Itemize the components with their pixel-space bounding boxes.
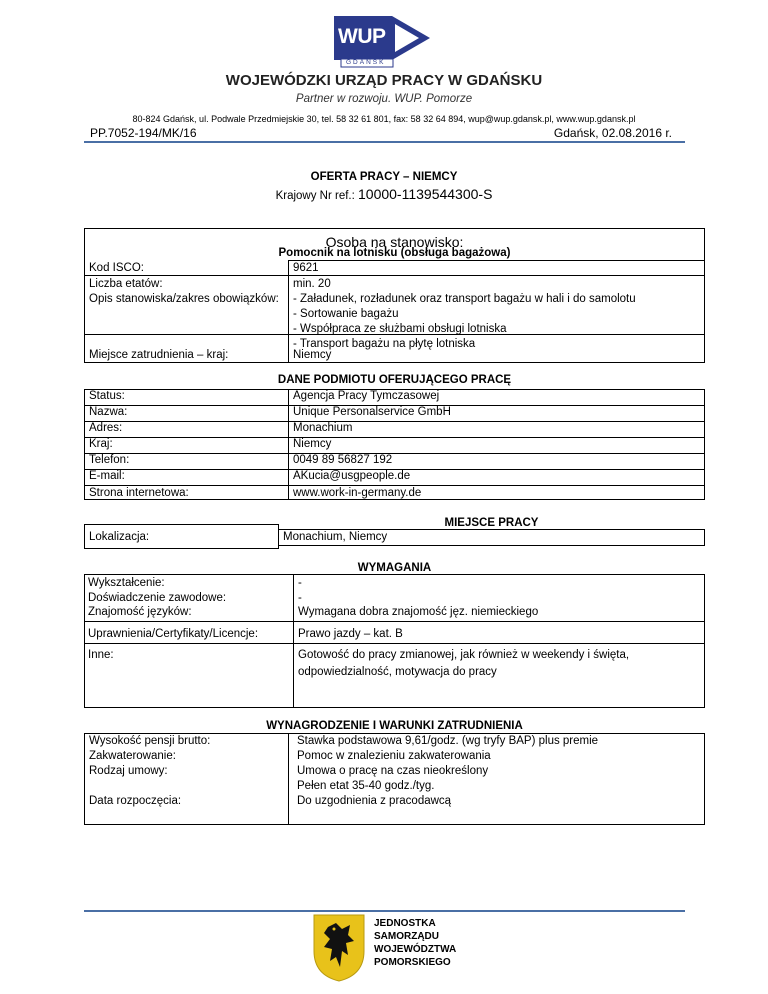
other-line: odpowiedzialność, motywacja do pracy: [298, 666, 497, 678]
wup-logo: [333, 12, 433, 68]
opis-line: - Załadunek, rozładunek oraz transport bagażu w hali i do samolotu: [293, 293, 636, 305]
footer-text-line: WOJEWÓDZTWA: [374, 944, 457, 955]
education-value: -: [298, 577, 302, 589]
opis-label: Opis stanowiska/zakres obowiązków:: [89, 293, 279, 305]
workplace-value: Monachium, Niemcy: [283, 531, 388, 543]
employer-row-value: www.work-in-germany.de: [293, 487, 422, 499]
footer-text-line: SAMORZĄDU: [374, 931, 439, 942]
salary-row-label: Wysokość pensji brutto:: [89, 735, 211, 747]
tagline: Partner w rozwoju. WUP. Pomorze: [295, 93, 473, 105]
position-title: Pomocnik na lotnisku (obsługa bagażowa): [278, 247, 511, 259]
footer-text-line: POMORSKIEGO: [374, 957, 451, 968]
employer-row-label: Strona internetowa:: [89, 487, 189, 499]
workplace-label: Lokalizacja:: [89, 531, 150, 543]
languages-value: Wymagana dobra znajomość jęz. niemieckiego: [298, 606, 539, 618]
employer-row-label: Telefon:: [89, 454, 130, 466]
isco-value: 9621: [293, 262, 319, 274]
salary-row-value: Pełen etat 35-40 godz./tyg.: [297, 780, 435, 792]
employer-row-value: Monachium: [293, 422, 353, 434]
kraj-value: Niemcy: [293, 349, 332, 361]
experience-value: -: [298, 592, 302, 604]
document-date: Gdańsk, 02.08.2016 r.: [553, 126, 672, 140]
footer-text-line: JEDNOSTKA: [374, 918, 436, 929]
etaty-label: Liczba etatów:: [89, 278, 163, 290]
reference-number: PP.7052-194/MK/16: [90, 126, 197, 140]
employer-row-value: Niemcy: [293, 438, 332, 450]
crest-logo: [312, 913, 366, 983]
salary-row-label: Zakwaterowanie:: [89, 750, 176, 762]
offer-ref-value: 10000-1139544300-S: [358, 186, 493, 202]
salary-row-value: Pomoc w znalezieniu zakwaterowania: [297, 750, 491, 762]
offer-ref-label: Krajowy Nr ref.:: [275, 190, 358, 202]
salary-row-value: Umowa o pracę na czas nieokreślony: [297, 765, 489, 777]
salary-heading: WYNAGRODZENIE I WARUNKI ZATRUDNIENIA: [266, 720, 523, 732]
employer-row-value: 0049 89 56827 192: [293, 454, 393, 466]
requirements-heading: WYMAGANIA: [357, 562, 432, 574]
languages-label: Znajomość języków:: [88, 606, 192, 618]
opis-line: - Transport bagażu na płytę lotniska: [293, 338, 476, 350]
header-rule: [84, 141, 685, 143]
employer-heading: DANE PODMIOTU OFERUJĄCEGO PRACĘ: [277, 374, 512, 386]
logo-text: WUP: [338, 25, 386, 48]
offer-title: OFERTA PRACY – NIEMCY: [310, 171, 458, 183]
footer-rule: [84, 910, 685, 912]
position-heading: Osoba na stanowisko:: [325, 234, 464, 250]
employer-row-label: Status:: [89, 390, 125, 402]
etaty-value: min. 20: [293, 278, 331, 290]
griffin-crest-icon: [312, 913, 366, 983]
opis-line: - Sortowanie bagażu: [293, 308, 399, 320]
workplace-heading: MIEJSCE PRACY: [444, 517, 539, 529]
employer-row-label: Nazwa:: [89, 406, 128, 418]
other-line: Gotowość do pracy zmianowej, jak również w weekendy i święta,: [298, 649, 630, 661]
opis-line: - Współpraca ze służbami obsługi lotniska: [293, 323, 507, 335]
employer-row-value: AKucia@usgpeople.de: [293, 470, 411, 482]
offer-ref-line: [0, 186, 768, 204]
employer-row-value: Agencja Pracy Tymczasowej: [293, 390, 440, 402]
licenses-value: Prawo jazdy – kat. B: [298, 628, 403, 640]
salary-row-value: Do uzgodnienia z pracodawcą: [297, 795, 452, 807]
licenses-label: Uprawnienia/Certyfikaty/Licencje:: [88, 628, 259, 640]
salary-row-label: Rodzaj umowy:: [89, 765, 168, 777]
kraj-label: Miejsce zatrudnienia – kraj:: [89, 349, 229, 361]
salary-row-value: Stawka podstawowa 9,61/godz. (wg tryfy BAP) plus premie: [297, 735, 599, 747]
employer-row-label: Kraj:: [89, 438, 113, 450]
salary-row-label: Data rozpoczęcia:: [89, 795, 182, 807]
employer-row-label: E-mail:: [89, 470, 125, 482]
isco-label: Kod ISCO:: [89, 262, 144, 274]
org-name: WOJEWÓDZKI URZĄD PRACY W GDAŃSKU: [225, 72, 543, 89]
employer-row-label: Adres:: [89, 422, 123, 434]
logo-sub: GDAŃSK: [346, 59, 386, 66]
other-label: Inne:: [88, 649, 114, 661]
education-label: Wykształcenie:: [88, 577, 165, 589]
experience-label: Doświadczenie zawodowe:: [88, 592, 227, 604]
employer-row-value: Unique Personalservice GmbH: [293, 406, 451, 418]
address-line: 80-824 Gdańsk, ul. Podwale Przedmiejskie 30, tel. 58 32 61 801, fax: 58 32 64 894, wup@wup.gdansk.pl, www.wup.gdansk.pl: [132, 114, 636, 124]
